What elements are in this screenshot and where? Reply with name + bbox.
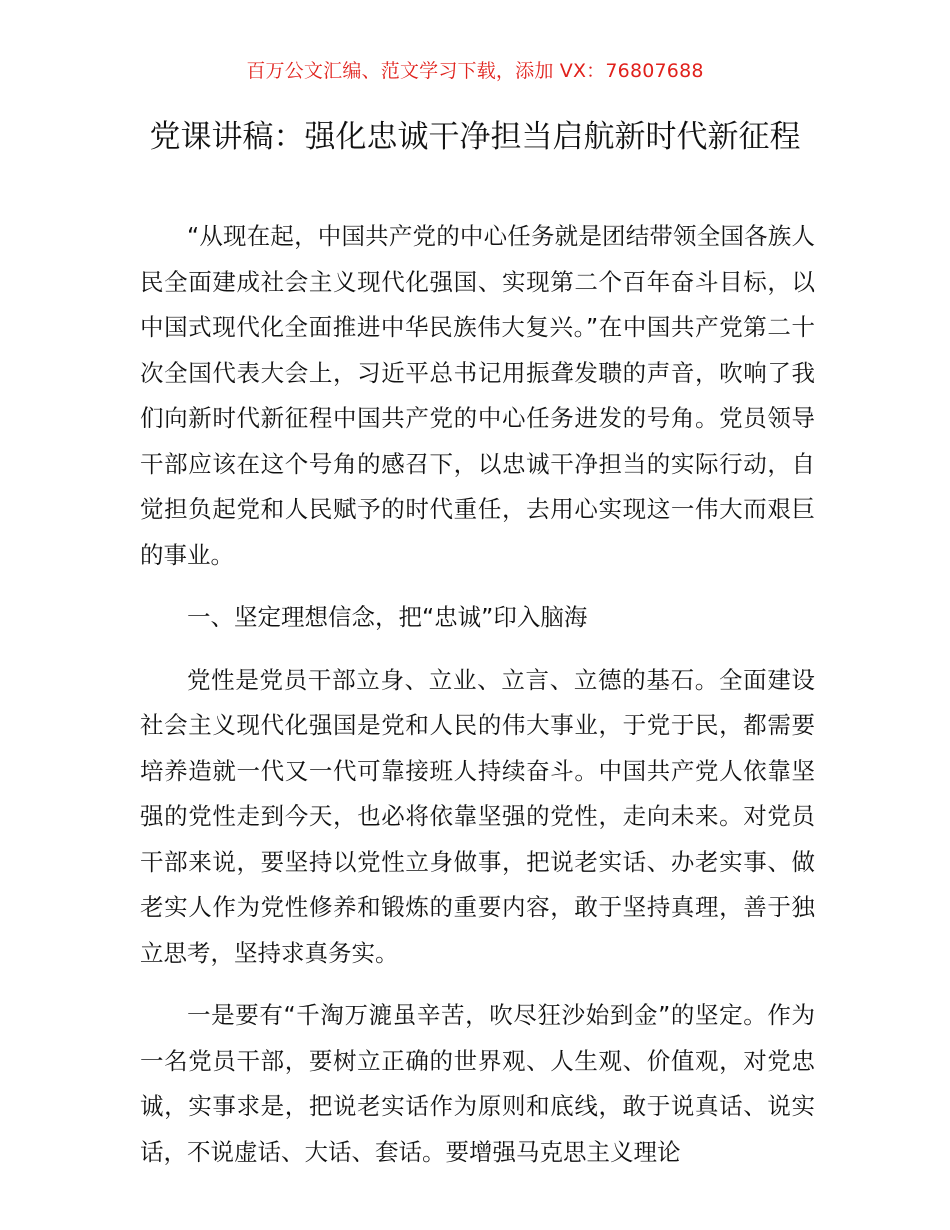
paragraph-party-spirit: 党性是党员干部立身、立业、立言、立德的基石。全面建设社会主义现代化强国是党和人民的伟大事业，于党于民，都需要培养造就一代又一代可靠接班人持续奋斗。中国共产党人依靠坚强的党性走到今天，也必将依靠坚强的党性，走向未来。对党员干部来说，要坚持以党性立身做事，把说老实话、办老实事、做老实人作为党性修养和锻炼的重要内容，敢于坚持真理，善于独立思考，坚持求真务实。	[140, 665, 815, 967]
paragraph-intro: “从现在起，中国共产党的中心任务就是团结带领全国各族人民全面建成社会主义现代化强国、实现第二个百年奋斗目标，以中国式现代化全面推进中华民族伟大复兴。”在中国共产党第二十次全国代表大会上，习近平总书记用振聋发聩的声音，吹响了我们向新时代新征程中国共产党的中心任务进发的号角。党员领导干部应该在这个号角的感召下，以忠诚干净担当的实际行动，自觉担负起党和人民赋予的时代重任，去用心实现这一伟大而艰巨的事业。	[140, 222, 815, 569]
document-title: 党课讲稿：强化忠诚干净担当启航新时代新征程	[149, 119, 801, 155]
paragraph-point-one: 一是要有“千淘万漉虽辛苦，吹尽狂沙始到金”的坚定。作为一名党员干部，要树立正确的世界观、人生观、价值观，对党忠诚，实事求是，把说老实话作为原则和底线，敢于说真话、说实话，不说虚话、大话、套话。要增强马克思主义理论	[140, 1001, 815, 1166]
document-body	[140, 214, 815, 1192]
header-watermark-note: 百万公文汇编、范文学习下载，添加 VX：76807688	[246, 60, 704, 82]
section-heading-1: 一、坚定理想信念，把“忠诚”印入脑海	[187, 603, 588, 631]
